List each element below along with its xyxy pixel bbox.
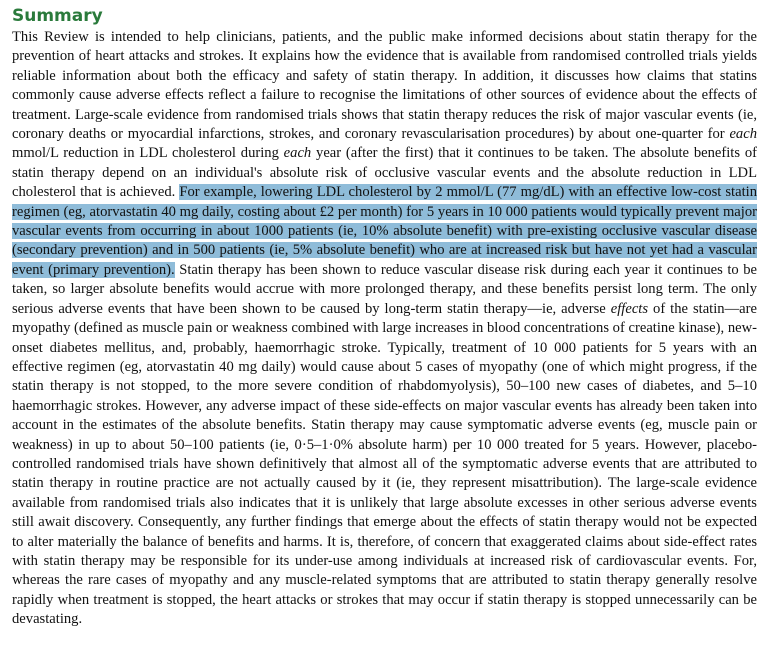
text-run: year (after the first) that it continues to be taken. The absolute benefits of statin therapy depend on an individual's absolute risk of occlusive vascular events and the absolute reduction in LDL cholesterol that is achieved.: [12, 145, 757, 201]
emphasis-each: each: [283, 145, 312, 162]
highlighted-selection[interactable]: For example, lowering LDL cholesterol by 2 mmol/L (77 mg/dL) with an effective low-cost statin regimen (eg, atorvastatin 40 mg daily, costing about £2 per month) for 5 years in 10 000 patients would typically prevent major vascular events from occurring in about 1000 patients (ie, 10% absolute benefit) with pre-existing occlusive vascular disease (secondary prevention) and in 500 patients (ie, 5% absolute benefit) who are at increased risk but have not yet had a vascular event (primary prevention).: [12, 184, 757, 278]
text-run: of the statin—are myopathy (defined as muscle pain or weakness combined with large increases in blood concentrations of creatine kinase), new-onset diabetes mellitus, and, probably, haemorrhagic stroke. Typically, treatment of 10 000 patients for 5 years with an effective regimen (eg, atorvastatin 40 mg daily) would cause about 5 cases of myopathy (one of which might progress, if the statin therapy is not stopped, to the more severe condition of rhabdomyolysis), 50–100 new cases of diabetes, and 5–10 haemorrhagic strokes. However, any adverse impact of these side-effects on major vascular events has already been taken into account in the estimates of the absolute benefits. Statin therapy may cause symptomatic adverse events (eg, muscle pain or weakness) in up to about 50–100 patients (ie, 0·5–1·0% absolute harm) per 10 000 treated for 5 years. However, placebo-controlled randomised trials have shown definitively that almost all of the symptomatic adverse events that are attributed to statin therapy in routine practice are not actually caused by it (ie, they represent misattribution). The large-scale evidence available from randomised trials also indicates that it is unlikely that large absolute excesses in other serious adverse events still await discovery. Consequently, any further findings that emerge about the effects of statin therapy would not be expected to alter materially the balance of benefits and harms. It is, therefore, of concern that exaggerated claims about side-effect rates with statin therapy may be responsible for its under-use among individuals at increased risk of cardiovascular events. For, whereas the rare cases of myopathy and any muscle-related symptoms that are attributed to statin therapy generally resolve rapidly when treatment is stopped, the heart attacks or strokes that may occur if statin therapy is stopped unnecessarily can be devastating.: [12, 300, 757, 628]
text-run: Statin therapy has been shown to reduce vascular disease risk during each year it continues to be taken, so larger absolute benefits would accrue with more prolonged therapy, and these benefits persist long term. The only serious adverse events that have been shown to be caused by long-term statin therapy—ie, adverse: [12, 261, 757, 317]
emphasis-effects: effects: [610, 300, 649, 317]
summary-paragraph: [12, 28, 757, 630]
text-run: mmol/L reduction in LDL cholesterol during: [12, 145, 284, 162]
summary-section: [12, 6, 757, 630]
section-heading: Summary: [12, 6, 103, 26]
emphasis-each: each: [729, 126, 757, 143]
text-run: This Review is intended to help clinicians, patients, and the public make informed decisions about statin therapy for the prevention of heart attacks and strokes. It explains how the evidence that is available from randomised controlled trials yields reliable information about both the efficacy and safety of statin therapy. In addition, it discusses how claims that statins commonly cause adverse effects reflect a failure to recognise the limitations of other sources of evidence about the effects of treatment. Large-scale evidence from randomised trials shows that statin therapy reduces the risk of major vascular events (ie, coronary deaths or myocardial infarctions, strokes, and coronary revascularisation procedures) by about one-quarter for: [12, 29, 757, 143]
